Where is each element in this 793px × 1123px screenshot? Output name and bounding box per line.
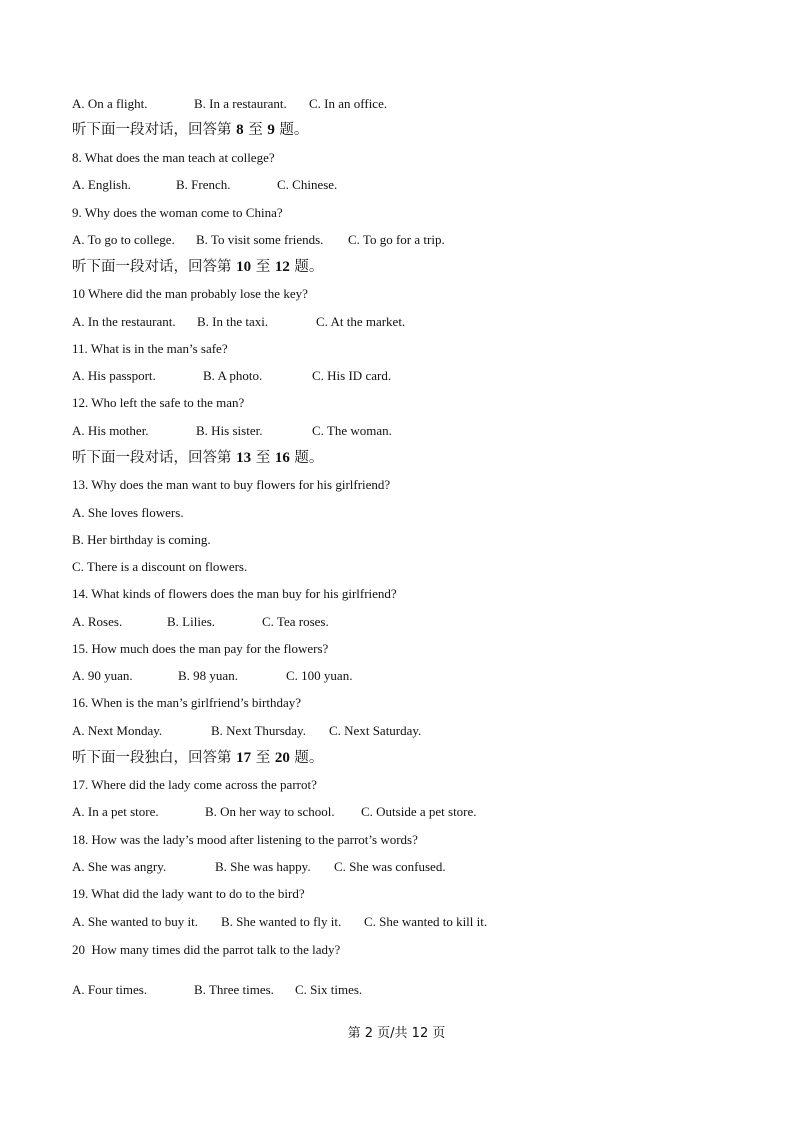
answer-option: C. His ID card. <box>312 368 392 383</box>
answer-option: B. French. <box>176 177 231 192</box>
answer-option: C. In an office. <box>309 96 388 111</box>
question-text: C. There is a discount on flowers. <box>72 559 248 574</box>
question-text: 12. Who left the safe to the man? <box>72 395 245 410</box>
question-text: 16. When is the man’s girlfriend’s birthday? <box>72 695 302 710</box>
answer-option: C. At the market. <box>316 314 406 329</box>
heading-from-number: 17 <box>236 750 252 766</box>
section-heading <box>72 258 323 276</box>
answer-option: A. His mother. <box>72 423 149 438</box>
answer-option: B. To visit some friends. <box>196 232 324 247</box>
answer-option: B. Next Thursday. <box>211 723 306 738</box>
answer-option: A. In the restaurant. <box>72 314 176 329</box>
heading-mid: 至 <box>243 122 268 138</box>
section-heading <box>72 121 308 139</box>
answer-option: A. English. <box>72 177 131 192</box>
answer-option: C. The woman. <box>312 423 392 438</box>
section-heading <box>72 449 323 467</box>
heading-suffix: 题。 <box>274 122 309 138</box>
answer-option: B. In the taxi. <box>197 314 269 329</box>
answer-option: B. In a restaurant. <box>194 96 287 111</box>
question-text: 9. Why does the woman come to China? <box>72 205 283 220</box>
heading-to-number: 16 <box>274 450 290 466</box>
answer-option: A. Next Monday. <box>72 723 163 738</box>
answer-option: C. She was confused. <box>334 859 446 874</box>
answer-option: A. She was angry. <box>72 859 167 874</box>
question-text: 10 Where did the man probably lose the key? <box>72 286 308 301</box>
question-text: 19. What did the lady want to do to the bird? <box>72 886 305 901</box>
answer-option: B. His sister. <box>196 423 263 438</box>
answer-option: C. Outside a pet store. <box>361 804 477 819</box>
heading-prefix: 听下面一段独白，回答第 <box>72 750 237 766</box>
heading-to-number: 20 <box>274 750 290 766</box>
answer-option: C. She wanted to kill it. <box>364 914 488 929</box>
heading-suffix: 题。 <box>289 259 324 275</box>
heading-prefix: 听下面一段对话，回答第 <box>72 122 237 138</box>
question-text: 8. What does the man teach at college? <box>72 150 275 165</box>
answer-option: C. To go for a trip. <box>348 232 445 247</box>
answer-option: A. Four times. <box>72 982 148 997</box>
answer-option: A. His passport. <box>72 368 156 383</box>
question-text: 14. What kinds of flowers does the man buy for his girlfriend? <box>72 586 397 601</box>
heading-from-number: 10 <box>236 259 252 275</box>
answer-option: A. She wanted to buy it. <box>72 914 199 929</box>
question-text: 20 How many times did the parrot talk to the lady? <box>72 942 341 957</box>
question-text: B. Her birthday is coming. <box>72 532 211 547</box>
heading-from-number: 8 <box>236 122 244 138</box>
answer-option: B. She was happy. <box>215 859 311 874</box>
answer-option: C. Six times. <box>295 982 363 997</box>
heading-mid: 至 <box>251 259 275 275</box>
heading-suffix: 题。 <box>289 450 324 466</box>
answer-option: B. A photo. <box>203 368 263 383</box>
heading-prefix: 听下面一段对话，回答第 <box>72 259 237 275</box>
question-text: A. She loves flowers. <box>72 505 184 520</box>
answer-option: B. Lilies. <box>167 614 216 629</box>
answer-option: B. She wanted to fly it. <box>221 914 342 929</box>
question-text: 15. How much does the man pay for the flowers? <box>72 641 329 656</box>
answer-option: B. 98 yuan. <box>178 668 238 683</box>
heading-suffix: 题。 <box>289 750 324 766</box>
answer-option: A. 90 yuan. <box>72 668 133 683</box>
answer-option: A. On a flight. <box>72 96 148 111</box>
heading-mid: 至 <box>251 450 275 466</box>
page-number-footer: 第 2 页/共 12 页 <box>347 1026 446 1041</box>
heading-prefix: 听下面一段对话，回答第 <box>72 450 237 466</box>
heading-to-number: 9 <box>267 122 275 138</box>
answer-option: C. Chinese. <box>277 177 338 192</box>
answer-option: C. Next Saturday. <box>329 723 422 738</box>
answer-option: A. To go to college. <box>72 232 175 247</box>
answer-option: B. On her way to school. <box>205 804 335 819</box>
question-text: 13. Why does the man want to buy flowers for his girlfriend? <box>72 477 391 492</box>
question-text: 18. How was the lady’s mood after listening to the parrot’s words? <box>72 832 418 847</box>
question-text: 17. Where did the lady come across the parrot? <box>72 777 317 792</box>
question-text: 11. What is in the man’s safe? <box>72 341 228 356</box>
answer-option: A. In a pet store. <box>72 804 159 819</box>
heading-to-number: 12 <box>274 259 290 275</box>
section-heading <box>72 749 323 767</box>
heading-from-number: 13 <box>236 450 252 466</box>
answer-option: B. Three times. <box>194 982 274 997</box>
answer-option: A. Roses. <box>72 614 123 629</box>
answer-option: C. 100 yuan. <box>286 668 353 683</box>
heading-mid: 至 <box>251 750 275 766</box>
answer-option: C. Tea roses. <box>262 614 329 629</box>
